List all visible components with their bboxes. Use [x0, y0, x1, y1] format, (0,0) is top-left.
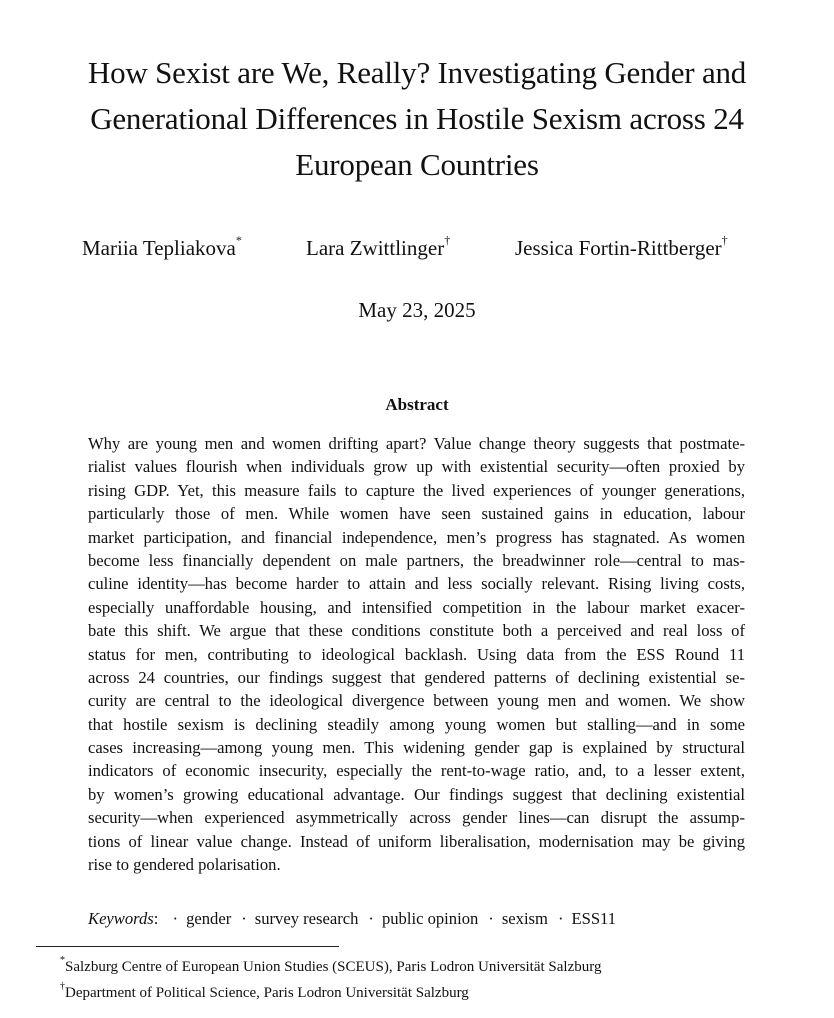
abstract-heading: Abstract: [385, 395, 449, 414]
title-line: Generational Differences in Hostile Sexism across 24: [90, 101, 744, 136]
footnote: [60, 978, 601, 1004]
abstract-line: status for men, contributing to ideological backlash. Using data from the ESS Round 11: [88, 644, 745, 664]
footnote-mark: †: [60, 981, 65, 992]
abstract-line: culine identity—has become harder to attain and less socially relevant. Rising living costs,: [88, 574, 745, 594]
title-line: How Sexist are We, Really? Investigating Gender and: [87, 55, 747, 90]
keyword-separator: ·: [368, 909, 374, 928]
title-line: European Countries: [295, 147, 539, 182]
abstract-line: that hostile sexism is declining steadily among young women but stalling—and in some: [88, 714, 745, 734]
author-name: Jessica Fortin-Rittberger: [515, 236, 722, 260]
publication-date: May 23, 2025: [358, 298, 476, 322]
author-name: Lara Zwittlinger: [306, 236, 445, 260]
keywords-label: Keywords: [88, 909, 154, 928]
keyword: ESS11: [571, 909, 617, 928]
abstract-line: market participation, and financial independence, men’s progress has stagnated. As women: [88, 527, 745, 547]
affiliation-mark: †: [721, 233, 728, 247]
abstract-line: indicators of economic insecurity, especially the rent-to-wage ratio, and, to a lesser extent,: [88, 761, 745, 781]
keyword: sexism: [501, 909, 548, 928]
abstract-line: across 24 countries, our findings suggest that gendered patterns of declining existential se-: [88, 667, 745, 687]
abstract-line: rialist values flourish when individuals grow up with existential security—often proxied by: [88, 457, 745, 477]
abstract-line: security—when experienced asymmetrically across gender lines—can disrupt the assump-: [88, 808, 745, 828]
abstract-line: rising GDP. Yet, this measure fails to capture the lived experiences of younger generations,: [88, 480, 745, 500]
affiliation-mark: †: [444, 233, 451, 247]
footnotes: [60, 952, 601, 1004]
footnote-mark: *: [60, 955, 65, 966]
footnote-rule: [36, 946, 339, 947]
footnote: [60, 952, 601, 978]
abstract-line: tions of linear value change. Instead of uniform liberalisation, modernisation may be giving: [88, 831, 745, 851]
abstract-line: rise to gendered polarisation.: [88, 855, 281, 875]
abstract-line: become less financially dependent on male partners, the breadwinner role—central to mas-: [88, 550, 745, 570]
author-list: [0, 233, 834, 268]
footnote-text: Salzburg Centre of European Union Studies (SCEUS), Paris Lodron Universität Salzburg: [65, 959, 602, 975]
affiliation-mark: *: [235, 233, 242, 247]
keyword-separator: ·: [172, 909, 179, 928]
abstract-line: cases increasing—among young men. This widening gender gap is explained by structural: [88, 738, 745, 758]
keyword: public opinion: [381, 909, 479, 928]
keyword: gender: [186, 909, 232, 928]
abstract-line: curity are central to the ideological divergence between young men and women. We show: [88, 691, 745, 711]
abstract-line: particularly those of men. While women have seen sustained gains in education, labour: [88, 504, 745, 524]
abstract-line: especially unaffordable housing, and intensified competition in the labour market exacer-: [88, 597, 745, 617]
abstract-line: by women’s growing educational advantage. Our findings suggest that declining existential: [88, 784, 745, 804]
keyword: survey research: [254, 909, 359, 928]
author-name: Mariia Tepliakova: [82, 236, 236, 260]
keyword-separator: ·: [488, 909, 494, 928]
keywords-colon: :: [153, 909, 159, 928]
footnote-text: Department of Political Science, Paris Lodron Universität Salzburg: [65, 985, 469, 1001]
keywords: [88, 909, 616, 929]
author: [82, 233, 242, 261]
author: [515, 233, 728, 261]
paper-title: [0, 50, 834, 188]
abstract-line: Why are young men and women drifting apart? Value change theory suggests that postmate-: [88, 434, 745, 453]
abstract-line: bate this shift. We argue that these conditions constitute both a perceived and real loss of: [88, 621, 745, 641]
keyword-separator: ·: [557, 909, 564, 928]
author: [306, 233, 451, 261]
keyword-separator: ·: [241, 909, 247, 928]
abstract-body: [88, 432, 745, 876]
